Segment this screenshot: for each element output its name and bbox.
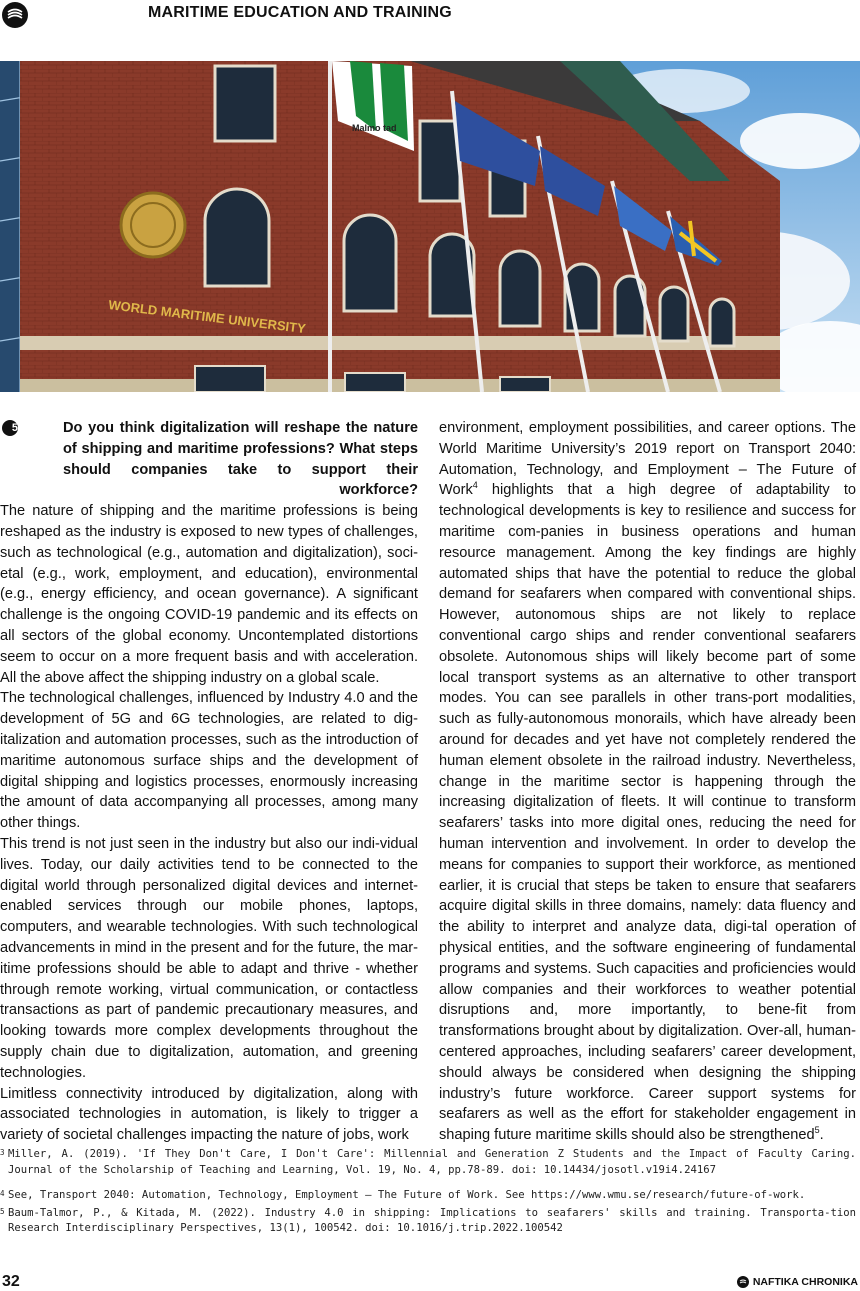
building-photo bbox=[0, 61, 860, 392]
body-text: highlights that a high degree of adaptability to technological developments is key to resilience and success for maritime com-panies in business operations and human resource management. Among the key findings are highly automated ships that have the potential to reduce the global demand for seafarers when compared with conventional ships. However, autonomous ships are not likely to replace conventional cargo ships and render conventional seafarers obsolete. Autonomous ships will likely become part of some local transport systems as an alternative to other transport modes. You can see parallels in other trans-port modalities, such as fully-autonomous monorails, which have already been around for decades and yet have not completely rendered the human element obsolete in the railroad industry. Nevertheless, change in the maritime sector is happening through the increasing digitalization of fleets. It will continue to transform seafarers’ tasks into more digital ones, reducing the need for human intervention and involvement. In order to develop the means for companies to support their workforce, as mentioned earlier, it is crucial that steps be taken to ensure that seafarers acquire digital skills in three domains, namely: data fluency and the ability to interpret and analyze data, digi-tal operation of physical entities, and the software engineering of fundamental programs and systems. Such capacities and proficiencies would allow companies and their workforces to weather potential disruptions and, more importantly, to bene-fit from transformations brought about by digitalization. Over-all, human-centered approaches, including seafarers’ career development, should always be considered when designing the shipping industry’s future workforce. Career support systems for seafarers as well as the effort for stakeholder engagement in shaping future maritime skills should also be strengthened bbox=[439, 482, 856, 1144]
question-heading bbox=[0, 418, 418, 501]
footnote-text: Miller, A. (2019). 'If They Don't Care, I Don't Care': Millennial and Generation Z Students and the Impact of Faculty Caring. Journal of the Scholarship of Teaching and Learning, Vol. 19, No. 4, pp.78-89. doi: 10.14434/josotl.v19i4.24167 bbox=[8, 1148, 856, 1176]
footnote-number: 5 bbox=[0, 1206, 5, 1216]
section-title: MARITIME EDUCATION AND TRAINING bbox=[148, 4, 452, 21]
footnote bbox=[0, 1188, 856, 1204]
body-paragraph: Limitless connectivity introduced by digitalization, along with associated technologies in automation, is likely to trigger a variety of societal challenges impacting the nature of jobs, work bbox=[0, 1085, 418, 1144]
footnote-ref: 5 bbox=[814, 1125, 820, 1136]
footnote-ref: 4 bbox=[472, 480, 478, 491]
footnote bbox=[0, 1147, 856, 1178]
body-paragraph bbox=[439, 418, 856, 1146]
wave-logo-icon bbox=[2, 2, 28, 28]
footnotes bbox=[0, 1147, 856, 1247]
footnote-text: Baum-Talmor, P., & Kitada, M. (2022). Industry 4.0 in shipping: Implications to seafarers' skills and training. Transporta-tion Research Interdisciplinary Perspectives, 13(1), 100542. doi: 10.1016/j.trip.2022.100542 bbox=[8, 1206, 856, 1234]
page-number: 32 bbox=[2, 1273, 20, 1290]
footnote-number: 3 bbox=[0, 1148, 5, 1157]
wave-logo-icon bbox=[737, 1276, 749, 1288]
footer-brand bbox=[737, 1276, 858, 1288]
question-text: Do you think digitalization will reshape the nature of shipping and maritime professions? What steps should companies take to support their workforce? bbox=[63, 420, 418, 499]
footnote-text: See, Transport 2040: Automation, Technology, Employment — The Future of Work. See https://www.wmu.se/research/future-of-work. bbox=[8, 1189, 806, 1201]
flag-text: Malmo tad bbox=[352, 123, 397, 133]
brand-name: NAFTIKA CHRONIKA bbox=[752, 1276, 858, 1288]
footnote-number: 4 bbox=[0, 1189, 5, 1198]
body-paragraph: The nature of shipping and the maritime professions is being reshaped as the industry is exposed to new types of challenges, such as technological (e.g., automation and digitalization), soci-etal (e.g., work, employment, and education), environmental (e.g., energy efficiency, and ocean governance). A significant challenge is the ongoing COVID-19 pandemic and its effects on all sectors of the global economy. Uncontemplated distortions seem to occur on a more frequent basis and with acceleration. All the above affect the shipping industry on a global scale. bbox=[0, 503, 418, 686]
body-paragraph: This trend is not just seen in the industry but also our indi-vidual lives. Today, our daily activities tend to be connected to the digital world through personalized digital devices and internet-enabled services through our mobile phones, laptops, computers, and wearable technologies. With such technological advancements in mind in the present and for the future, the mar-itime professions should be able to adapt and thrive - whether through remote working, virtual communication, or contactless transactions as part of pandemic precautionary measures, and looking towards more complex developments throughout the supply chain due to digitalization, automation, and greening technologies. bbox=[0, 835, 418, 1081]
building-sign-text: WORLD MARITIME UNIVERSITY bbox=[107, 297, 307, 337]
footnote bbox=[0, 1206, 856, 1237]
body-paragraph: The technological challenges, influenced by Industry 4.0 and the development of 5G and 6G technologies, are related to dig-italization and automation processes, such as the introduction of maritime autonomous surface ships and the development of digital shipping and logistics processes, enormously increasing the amount of data accompanying all processes, among many other things. bbox=[0, 690, 418, 832]
question-number-badge: 5 bbox=[2, 420, 18, 436]
body-text: environment, employment possibilities, and career options. The World Maritime University’s 2019 report on Transport 2040: Automation, Technology, and Employment – The Future of Work bbox=[439, 420, 856, 499]
right-column bbox=[439, 418, 856, 1146]
body-text: . bbox=[819, 1127, 824, 1144]
left-column bbox=[0, 418, 418, 1146]
